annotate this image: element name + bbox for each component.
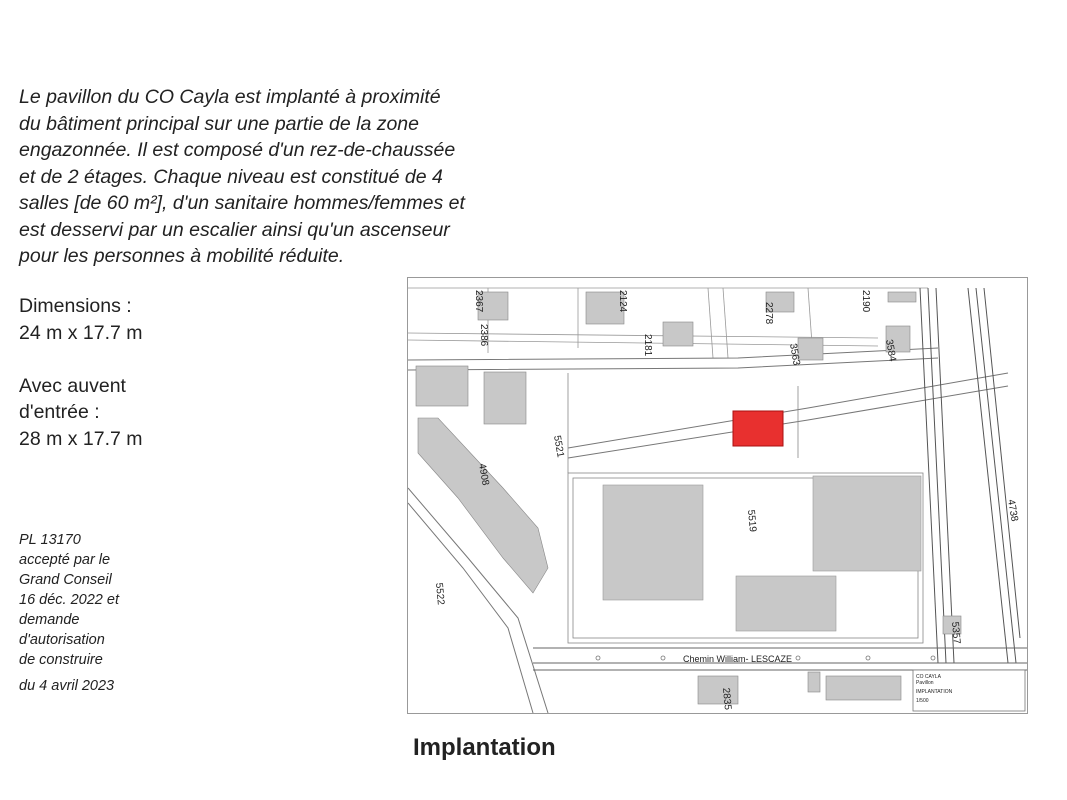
parcel-label: 2124 (617, 290, 628, 313)
description-line: est desservi par un escalier ainsi qu'un ascenseur (19, 218, 450, 241)
note-line: demande (19, 612, 80, 628)
parcel-label: 2367 (473, 290, 484, 313)
parcel-label: 2278 (763, 302, 774, 325)
note-line: de construire (19, 652, 103, 668)
auvent-label-line1: Avec auvent (19, 374, 126, 397)
note-line: accepté par le (19, 552, 111, 568)
plan-caption: Implantation (413, 734, 556, 761)
description-line: engazonnée. Il est composé d'un rez-de-chaussée (19, 139, 456, 161)
legend-line: Pavillon (916, 680, 934, 686)
site-plan (407, 277, 1028, 714)
dimensions-label: Dimensions : (19, 295, 132, 317)
auvent-label-line2: d'entrée : (19, 401, 100, 423)
note-line: PL 13170 (19, 532, 81, 548)
description-line: et de 2 étages. Chaque niveau est constitué de 4 (19, 165, 443, 188)
legend-line: CO CAYLA (916, 674, 941, 680)
legend-line: 1/500 (916, 698, 929, 704)
description-line: du bâtiment principal sur une partie de la zone (19, 112, 419, 135)
parcel-label: 5522 (433, 582, 446, 606)
parcel-label: 5519 (745, 509, 758, 533)
parcel-label: 5357 (949, 621, 962, 645)
site-plan-drawing (408, 278, 1027, 713)
street-name: Chemin William- LESCAZE (683, 654, 793, 664)
parcel-label: 2386 (478, 324, 489, 347)
parcel-label: 3584 (883, 338, 898, 363)
dimensions-value: 24 m x 17.7 m (19, 321, 143, 344)
approval-note (19, 530, 159, 696)
note-line: 16 déc. 2022 et (19, 592, 119, 608)
note-line: Grand Conseil (19, 572, 112, 588)
description-text (19, 84, 529, 270)
parcel-label: 2181 (642, 334, 653, 357)
note-line: d'autorisation (19, 632, 105, 648)
note-date: du 4 avril 2023 (19, 678, 115, 694)
parcel-label: 4738 (1005, 498, 1020, 523)
description-line: Le pavillon du CO Cayla est implanté à proximité (19, 86, 441, 108)
parcel-label: 2190 (860, 290, 871, 313)
dimensions-block (19, 293, 143, 452)
parcel-label: 2835 (720, 687, 733, 711)
auvent-value: 28 m x 17.7 m (19, 427, 143, 450)
description-line: pour les personnes à mobilité réduite. (19, 245, 345, 267)
parcel-label: 4908 (476, 462, 491, 487)
pavilion-footprint (733, 411, 783, 446)
parcel-label: 3563 (787, 342, 802, 367)
legend-line: IMPLANTATION (916, 689, 953, 695)
parcel-label: 5521 (551, 434, 566, 459)
description-line: salles [de 60 m²], d'un sanitaire hommes/femmes et (19, 192, 465, 214)
